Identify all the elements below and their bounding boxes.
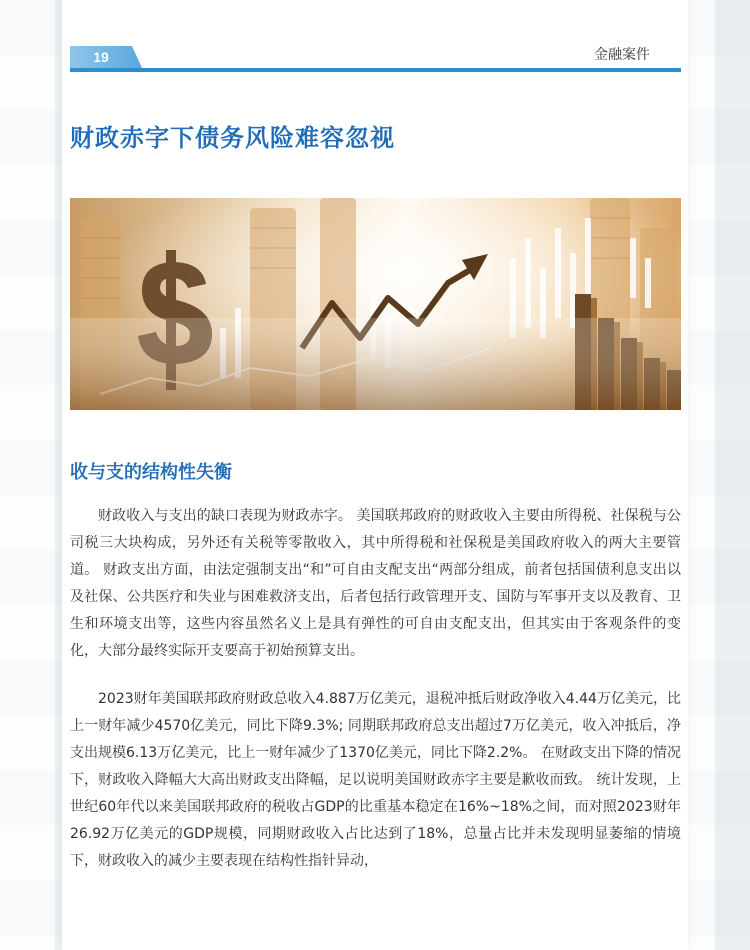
body-paragraph-1: 财政收入与支出的缺口表现为财政赤字。 美国联邦政府的财政收入主要由所得税、社保税与公司税三大块构成，另外还有关税等零散收入，其中所得税和社保税是美国政府收入的两大主要管道。 财政支出方面，由法定强制支出“和”可自由支配支出“两部分组成，前者包括国债利息支出以及社保、公共医疗和失业与困难救济支出，后者包括行政管理开支、国防与军事开支以及教育、卫生和环境支出等，这些内容虽然名义上是具有弹性的可自由支配支出，但其实由于客观条件的变化，大部分最终实际开支要高于初始预算支出。 <box>70 508 681 659</box>
page-title: 财政赤字下债务风险难容忽视 <box>70 124 395 152</box>
header-rule <box>70 68 681 72</box>
dollar-finance-chart-image <box>70 198 681 410</box>
page-number: 19 <box>93 49 109 65</box>
section-label: 金融案件 <box>594 47 650 63</box>
hero-image <box>70 198 681 410</box>
section-subheading: 收与支的结构性失衡 <box>70 462 232 483</box>
body-paragraph-2: 2023财年美国联邦政府财政总收入4.887万亿美元，退税冲抵后财政净收入4.44万亿美元，比上一财年减少4570亿美元，同比下降9.3%; 同期联邦政府总支出超过7万亿美元，收入冲抵后，净支出规模6.13万亿美元，比上一财年减少了1370亿美元，同比下降2.2%。 在财政支出下降的情况下，财政收入降幅大大高出财政支出降幅，足以说明美国财政赤字主要是歉收而致。 统计发现，上世纪60年代以来美国联邦政府的税收占GDP的比重基本稳定在16%~18%之间，而对照2023财年26.92万亿美元的GDP规模，同期财政收入占比达到了18%，总量占比并未发现明显萎缩的情境下，财政收入的减少主要表现在结构性指针异动， <box>70 691 681 869</box>
